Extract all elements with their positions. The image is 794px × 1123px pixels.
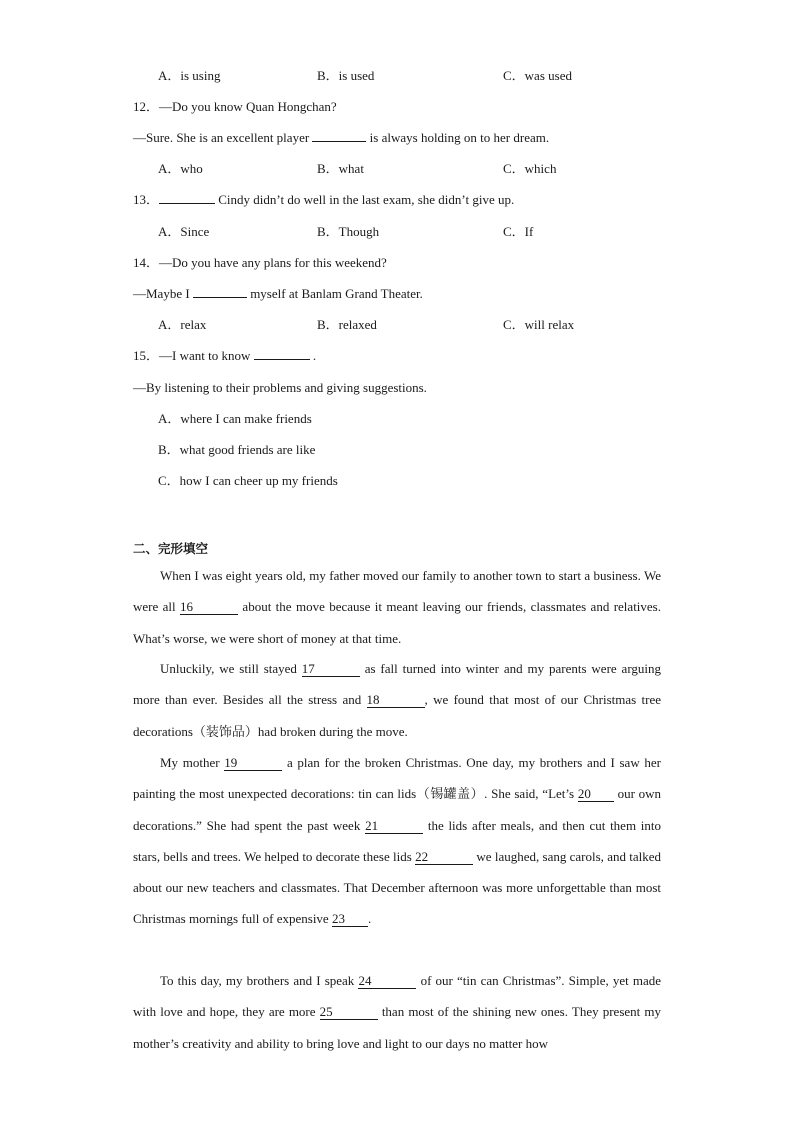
p4-text-3: than most of the shining new ones. They present my mother’s creativity and ability to bring love and light to our days no matter how <box>133 1004 662 1051</box>
q12-stem <box>133 99 337 115</box>
blank-23: 23 <box>332 912 368 927</box>
p2-text-1: Unluckily, we still stayed <box>160 661 297 676</box>
q12-blank <box>312 141 366 142</box>
q15-number: 15． <box>133 348 160 363</box>
q13-stem <box>133 192 514 208</box>
cloze-paragraph-1 <box>133 560 661 654</box>
q11-option-a: A．is using <box>158 68 221 83</box>
q12-option-b: B．what <box>317 161 364 176</box>
q14-option-a: A．relax <box>158 317 207 332</box>
blank-18: 18 <box>367 693 425 708</box>
cloze-paragraph-3 <box>133 747 661 935</box>
q14-blank <box>193 297 247 298</box>
q12-line1: —Do you know Quan Hongchan? <box>159 99 337 114</box>
q14-line1: —Do you have any plans for this weekend? <box>159 255 387 270</box>
q13-option-c: C．If <box>503 224 534 239</box>
q15-line1-after: . <box>312 348 317 363</box>
p3-text-5: we laughed, sang carols, and talked about our new teachers and classmates. That December afternoon was more unforgettable than most Christmas mornings full of expensive <box>133 848 662 927</box>
p4-text-1: To this day, my brothers and I speak <box>160 973 355 988</box>
q14-options <box>0 317 794 333</box>
p1-text-1: When I was eight years old, my father moved our family to another town to start a business. We were all <box>133 568 661 615</box>
q15-blank <box>254 359 310 360</box>
blank-21: 21 <box>365 819 423 834</box>
q12-option-c: C．which <box>503 161 557 176</box>
q15-stem <box>133 348 316 364</box>
q12-line2-after: is always holding on to her dream. <box>369 130 550 145</box>
blank-17: 17 <box>302 662 360 677</box>
q13-option-b: B．Though <box>317 224 380 239</box>
blank-16: 16 <box>180 600 238 615</box>
q12-line2 <box>133 130 549 146</box>
q15-option-b: B．what good friends are like <box>158 442 316 457</box>
section-title-cloze: 二、完形填空 <box>133 541 209 556</box>
p2-text-2: as fall turned into winter and my parents were arguing more than ever. Besides all the stress and <box>133 661 662 708</box>
q12-options <box>0 161 794 177</box>
blank-19: 19 <box>224 756 282 771</box>
q11-option-b: B．is used <box>317 68 375 83</box>
q15-line1-before: —I want to know <box>159 348 251 363</box>
q14-line2-before: —Maybe I <box>133 286 190 301</box>
q11-option-c: C．was used <box>503 68 572 83</box>
q11-options <box>0 68 794 84</box>
blank-24: 24 <box>358 974 416 989</box>
p3-text-4: the lids after meals, and then cut them into stars, bells and trees. We helped to decorate these lids <box>133 817 662 864</box>
q15-line2: —By listening to their problems and giving suggestions. <box>133 380 427 395</box>
blank-20: 20 <box>578 787 614 802</box>
q14-number: 14． <box>133 255 160 270</box>
q13-options <box>0 224 794 240</box>
q14-stem <box>133 255 387 271</box>
q15-option-a: A．where I can make friends <box>158 411 312 426</box>
q12-option-a: A．who <box>158 161 203 176</box>
q14-line2 <box>133 286 423 302</box>
p3-text-2: a plan for the broken Christmas. One day, my brothers and I saw her painting the most unexpected decorations: tin can lids（锡罐盖）. She said, “Let’s <box>133 755 661 802</box>
q13-number: 13． <box>133 192 160 207</box>
blank-25: 25 <box>320 1005 378 1020</box>
cloze-paragraph-4 <box>133 965 661 1059</box>
p4-text-2: of our “tin can Christmas”. Simple, yet made with love and hope, they are more <box>133 973 662 1020</box>
q14-option-c: C．will relax <box>503 317 575 332</box>
q12-line2-before: —Sure. She is an excellent player <box>133 130 310 145</box>
q14-option-b: B．relaxed <box>317 317 377 332</box>
q13-option-a: A．Since <box>158 224 210 239</box>
q13-after: Cindy didn’t do well in the last exam, she didn’t give up. <box>218 192 515 207</box>
cloze-paragraph-2 <box>133 653 661 747</box>
p3-text-6: . <box>367 911 372 927</box>
q13-blank <box>159 203 215 204</box>
p3-text-1: My mother <box>160 755 220 770</box>
blank-22: 22 <box>415 850 473 865</box>
p1-text-2: about the move because it meant leaving our friends, classmates and relatives. What’s worse, we were short of money at that time. <box>133 599 661 646</box>
p2-text-3: , we found that most of our Christmas tree decorations（装饰品）had broken during the move. <box>133 692 661 739</box>
q12-number: 12． <box>133 99 160 114</box>
p3-text-3: our own decorations.” She had spent the past week <box>133 786 662 833</box>
q15-option-c: C．how I can cheer up my friends <box>158 473 338 488</box>
q14-line2-after: myself at Banlam Grand Theater. <box>250 286 423 301</box>
